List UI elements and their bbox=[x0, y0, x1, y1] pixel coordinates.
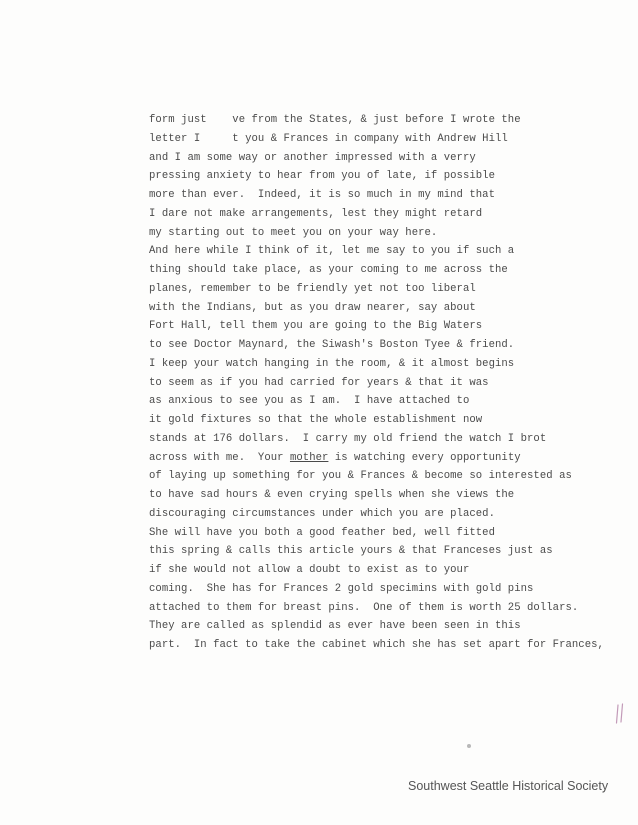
text-line: thing should take place, as your coming to me across the bbox=[149, 264, 508, 276]
text-line: Fort Hall, tell them you are going to the Big Waters bbox=[149, 320, 483, 333]
text-line: And here while I think of it, let me say to you if such a bbox=[149, 245, 515, 258]
pen-mark-icon bbox=[615, 703, 625, 725]
text-line: I dare not make arrangements, lest they might retard bbox=[149, 207, 483, 220]
watermark-text: Southwest Seattle Historical Society bbox=[408, 779, 609, 793]
text-line-with-underline bbox=[149, 449, 629, 468]
text-line: my starting out to meet you on your way here. bbox=[149, 226, 438, 239]
text-line: coming. She has for Frances 2 gold specimins with gold pins bbox=[149, 582, 534, 595]
text-line: to have sad hours & even crying spells when she views the bbox=[149, 489, 515, 501]
text-line: I keep your watch hanging in the room, & it almost begins bbox=[149, 357, 515, 370]
typed-letter-body bbox=[149, 111, 629, 655]
text-line: to see Doctor Maynard, the Siwash's Boston Tyee & friend. bbox=[149, 339, 515, 351]
text-line: letter I t you & Frances in company with Andrew Hill bbox=[149, 132, 508, 145]
text-line: this spring & calls this article yours & that Franceses just as bbox=[149, 545, 553, 558]
text-line: planes, remember to be friendly yet not too liberal bbox=[149, 282, 476, 295]
text-segment: is watching every opportunity bbox=[328, 451, 521, 464]
text-line: part. In fact to take the cabinet which she has set apart for Frances, bbox=[149, 639, 604, 651]
text-line: They are called as splendid as ever have been seen in this bbox=[149, 620, 521, 633]
text-line: of laying up something for you & Frances & become so interested as bbox=[149, 470, 572, 483]
text-line: form just ve from the States, & just before I wrote the bbox=[149, 114, 521, 126]
text-line: as anxious to see you as I am. I have attached to bbox=[149, 395, 470, 408]
text-line: it gold fixtures so that the whole establishment now bbox=[149, 414, 483, 426]
text-line: attached to them for breast pins. One of them is worth 25 dollars. bbox=[149, 601, 579, 614]
text-line: to seem as if you had carried for years & that it was bbox=[149, 376, 489, 389]
text-line: stands at 176 dollars. I carry my old friend the watch I brot bbox=[149, 432, 547, 445]
text-segment: across with me. Your bbox=[149, 451, 290, 464]
text-line: discouraging circumstances under which you are placed. bbox=[149, 507, 495, 520]
text-line: and I am some way or another impressed with a verry bbox=[149, 151, 476, 164]
text-line: pressing anxiety to hear from you of late, if possible bbox=[149, 170, 495, 183]
text-line: with the Indians, but as you draw nearer, say about bbox=[149, 301, 476, 314]
paper-speck bbox=[467, 744, 471, 748]
underlined-word: mother bbox=[289, 451, 329, 464]
text-line: She will have you both a good feather bed, well fitted bbox=[149, 526, 495, 539]
text-line: if she would not allow a doubt to exist as to your bbox=[149, 564, 470, 576]
text-line: more than ever. Indeed, it is so much in my mind that bbox=[149, 189, 495, 201]
